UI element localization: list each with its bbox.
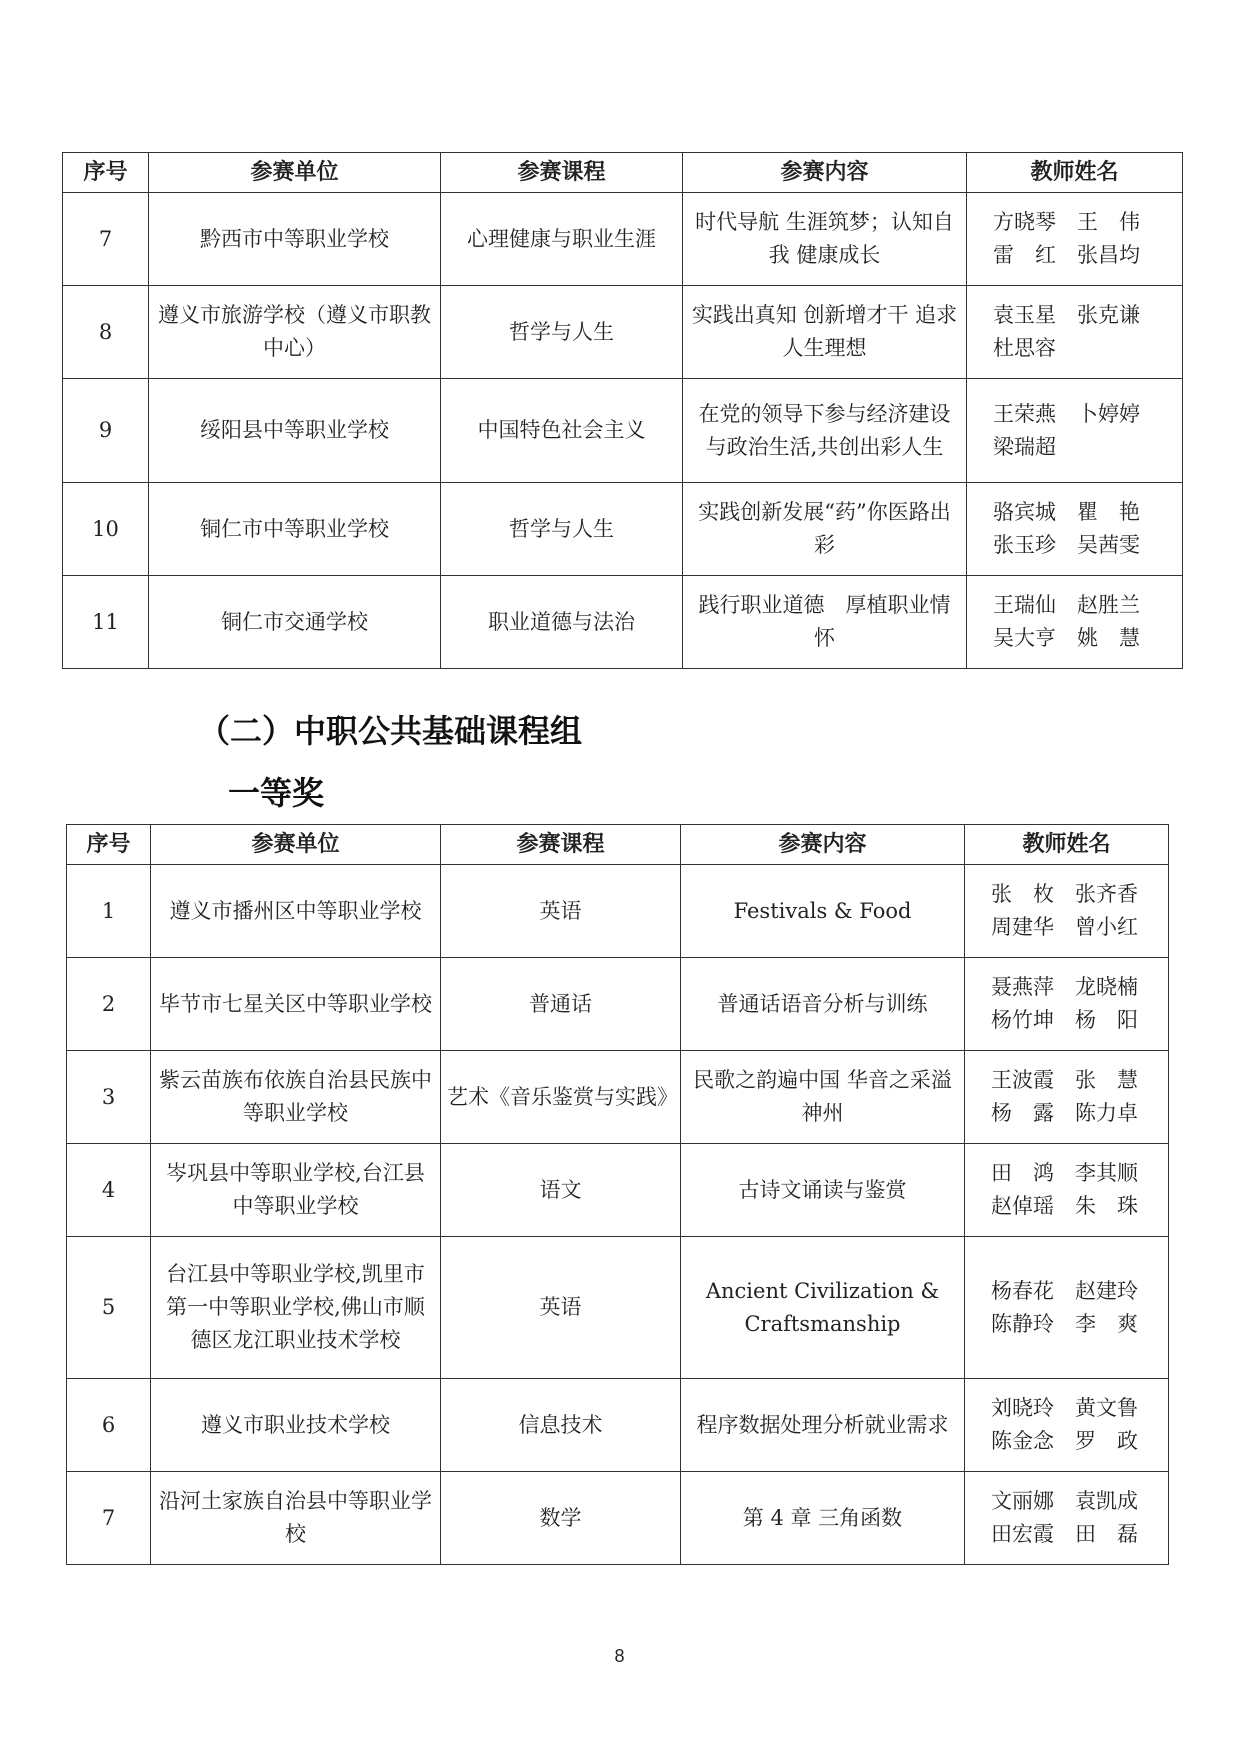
- page-number: 8: [614, 1646, 625, 1666]
- header-unit: 参赛单位: [151, 825, 441, 865]
- cell-course: 英语: [441, 865, 681, 958]
- cell-content: 在党的领导下参与经济建设与政治生活,共创出彩人生: [683, 379, 967, 483]
- teacher-line: 张玉珍 吴茜雯: [993, 533, 1140, 557]
- table-header-row: [63, 153, 1183, 193]
- cell-course: 普通话: [441, 958, 681, 1051]
- cell-teachers: [967, 483, 1183, 576]
- header-course: 参赛课程: [441, 153, 683, 193]
- cell-unit: 黔西市中等职业学校: [149, 193, 441, 286]
- cell-teachers: [965, 1051, 1169, 1144]
- cell-content: Ancient Civilization & Craftsmanship: [681, 1237, 965, 1379]
- table-row: [67, 865, 1169, 958]
- teacher-line: 王瑞仙 赵胜兰: [993, 593, 1140, 617]
- cell-number: 7: [67, 1472, 151, 1565]
- header-number: 序号: [67, 825, 151, 865]
- cell-content: 第 4 章 三角函数: [681, 1472, 965, 1565]
- header-number: 序号: [63, 153, 149, 193]
- teacher-line: 赵倬瑶 朱 珠: [991, 1194, 1138, 1218]
- table-row: [63, 576, 1183, 669]
- teacher-line: 陈静玲 李 爽: [991, 1311, 1138, 1336]
- cell-unit: 绥阳县中等职业学校: [149, 379, 441, 483]
- table-row: [67, 958, 1169, 1051]
- cell-content: 实践出真知 创新增才干 追求人生理想: [683, 286, 967, 379]
- teacher-line: 张 枚 张齐香: [991, 882, 1138, 906]
- cell-course: 信息技术: [441, 1379, 681, 1472]
- cell-teachers: [965, 1379, 1169, 1472]
- table-row: [63, 286, 1183, 379]
- cell-unit: 岑巩县中等职业学校,台江县中等职业学校: [151, 1144, 441, 1237]
- table-row: [67, 1237, 1169, 1379]
- award-table-1: [62, 152, 1183, 669]
- teacher-line: 骆宾城 瞿 艳: [993, 500, 1140, 524]
- cell-content: 民歌之韵遍中国 华音之采溢神州: [681, 1051, 965, 1144]
- teacher-line: 田 鸿 李其顺: [991, 1161, 1138, 1185]
- cell-teachers: [967, 286, 1183, 379]
- header-content: 参赛内容: [681, 825, 965, 865]
- table-row: [63, 193, 1183, 286]
- teacher-line: 王荣燕 卜婷婷: [993, 401, 1140, 426]
- cell-course: 哲学与人生: [441, 483, 683, 576]
- cell-course: 职业道德与法治: [441, 576, 683, 669]
- header-course: 参赛课程: [441, 825, 681, 865]
- teacher-line: 陈金念 罗 政: [991, 1429, 1138, 1453]
- award-table-2: [66, 824, 1169, 1565]
- cell-content: 时代导航 生涯筑梦；认知自我 健康成长: [683, 193, 967, 286]
- header-teachers: 教师姓名: [965, 825, 1169, 865]
- cell-teachers: [965, 865, 1169, 958]
- award-heading: 一等奖: [228, 774, 325, 812]
- cell-number: 8: [63, 286, 149, 379]
- cell-number: 6: [67, 1379, 151, 1472]
- cell-teachers: [965, 1237, 1169, 1379]
- cell-course: 心理健康与职业生涯: [441, 193, 683, 286]
- cell-unit: 铜仁市中等职业学校: [149, 483, 441, 576]
- cell-unit: 沿河土家族自治县中等职业学校: [151, 1472, 441, 1565]
- cell-course: 哲学与人生: [441, 286, 683, 379]
- cell-teachers: [967, 576, 1183, 669]
- teacher-line: 吴大亨 姚 慧: [993, 626, 1140, 650]
- cell-unit: 遵义市播州区中等职业学校: [151, 865, 441, 958]
- cell-number: 3: [67, 1051, 151, 1144]
- table-header-row: [67, 825, 1169, 865]
- cell-number: 7: [63, 193, 149, 286]
- cell-unit: 铜仁市交通学校: [149, 576, 441, 669]
- cell-number: 4: [67, 1144, 151, 1237]
- cell-course: 数学: [441, 1472, 681, 1565]
- cell-teachers: [967, 193, 1183, 286]
- table-row: [67, 1051, 1169, 1144]
- teacher-line: 田宏霞 田 磊: [991, 1522, 1138, 1546]
- cell-teachers: [965, 1472, 1169, 1565]
- table-row: [63, 379, 1183, 483]
- teacher-line: 方晓琴 王 伟: [993, 210, 1140, 234]
- cell-number: 9: [63, 379, 149, 483]
- section-heading: （二）中职公共基础课程组: [198, 712, 583, 750]
- cell-course: 语文: [441, 1144, 681, 1237]
- cell-teachers: [965, 1144, 1169, 1237]
- teacher-line: 聂燕萍 龙晓楠: [991, 975, 1138, 999]
- teacher-line: 梁瑞超: [993, 434, 1056, 459]
- teacher-line: 杨 露 陈力卓: [991, 1101, 1138, 1125]
- header-unit: 参赛单位: [149, 153, 441, 193]
- teacher-line: 文丽娜 袁凯成: [991, 1489, 1138, 1513]
- cell-content: 古诗文诵读与鉴赏: [681, 1144, 965, 1237]
- cell-unit: 毕节市七星关区中等职业学校: [151, 958, 441, 1051]
- header-teachers: 教师姓名: [967, 153, 1183, 193]
- cell-number: 2: [67, 958, 151, 1051]
- teacher-line: 刘晓玲 黄文鲁: [991, 1396, 1138, 1420]
- cell-course: 英语: [441, 1237, 681, 1379]
- table-row: [67, 1472, 1169, 1565]
- cell-content: 普通话语音分析与训练: [681, 958, 965, 1051]
- cell-teachers: [967, 379, 1183, 483]
- cell-content: 践行职业道德 厚植职业情怀: [683, 576, 967, 669]
- teacher-line: 杨竹坤 杨 阳: [991, 1008, 1138, 1032]
- teacher-line: 杜思容: [993, 336, 1056, 360]
- cell-unit: 遵义市职业技术学校: [151, 1379, 441, 1472]
- cell-unit: 紫云苗族布依族自治县民族中等职业学校: [151, 1051, 441, 1144]
- cell-teachers: [965, 958, 1169, 1051]
- cell-course: 中国特色社会主义: [441, 379, 683, 483]
- cell-content: 程序数据处理分析就业需求: [681, 1379, 965, 1472]
- table-row: [67, 1144, 1169, 1237]
- header-content: 参赛内容: [683, 153, 967, 193]
- teacher-line: 王波霞 张 慧: [991, 1068, 1138, 1092]
- table-row: [63, 483, 1183, 576]
- cell-number: 11: [63, 576, 149, 669]
- cell-unit: 遵义市旅游学校（遵义市职教中心）: [149, 286, 441, 379]
- cell-number: 10: [63, 483, 149, 576]
- cell-number: 1: [67, 865, 151, 958]
- table-row: [67, 1379, 1169, 1472]
- cell-unit: 台江县中等职业学校,凯里市第一中等职业学校,佛山市顺德区龙江职业技术学校: [151, 1237, 441, 1379]
- cell-course: 艺术《音乐鉴赏与实践》: [441, 1051, 681, 1144]
- teacher-line: 周建华 曾小红: [991, 915, 1138, 939]
- cell-content: Festivals & Food: [681, 865, 965, 958]
- teacher-line: 袁玉星 张克谦: [993, 303, 1140, 327]
- teacher-line: 雷 红 张昌均: [993, 243, 1140, 267]
- cell-number: 5: [67, 1237, 151, 1379]
- teacher-line: 杨春花 赵建玲: [991, 1278, 1138, 1303]
- cell-content: 实践创新发展“药”你医路出彩: [683, 483, 967, 576]
